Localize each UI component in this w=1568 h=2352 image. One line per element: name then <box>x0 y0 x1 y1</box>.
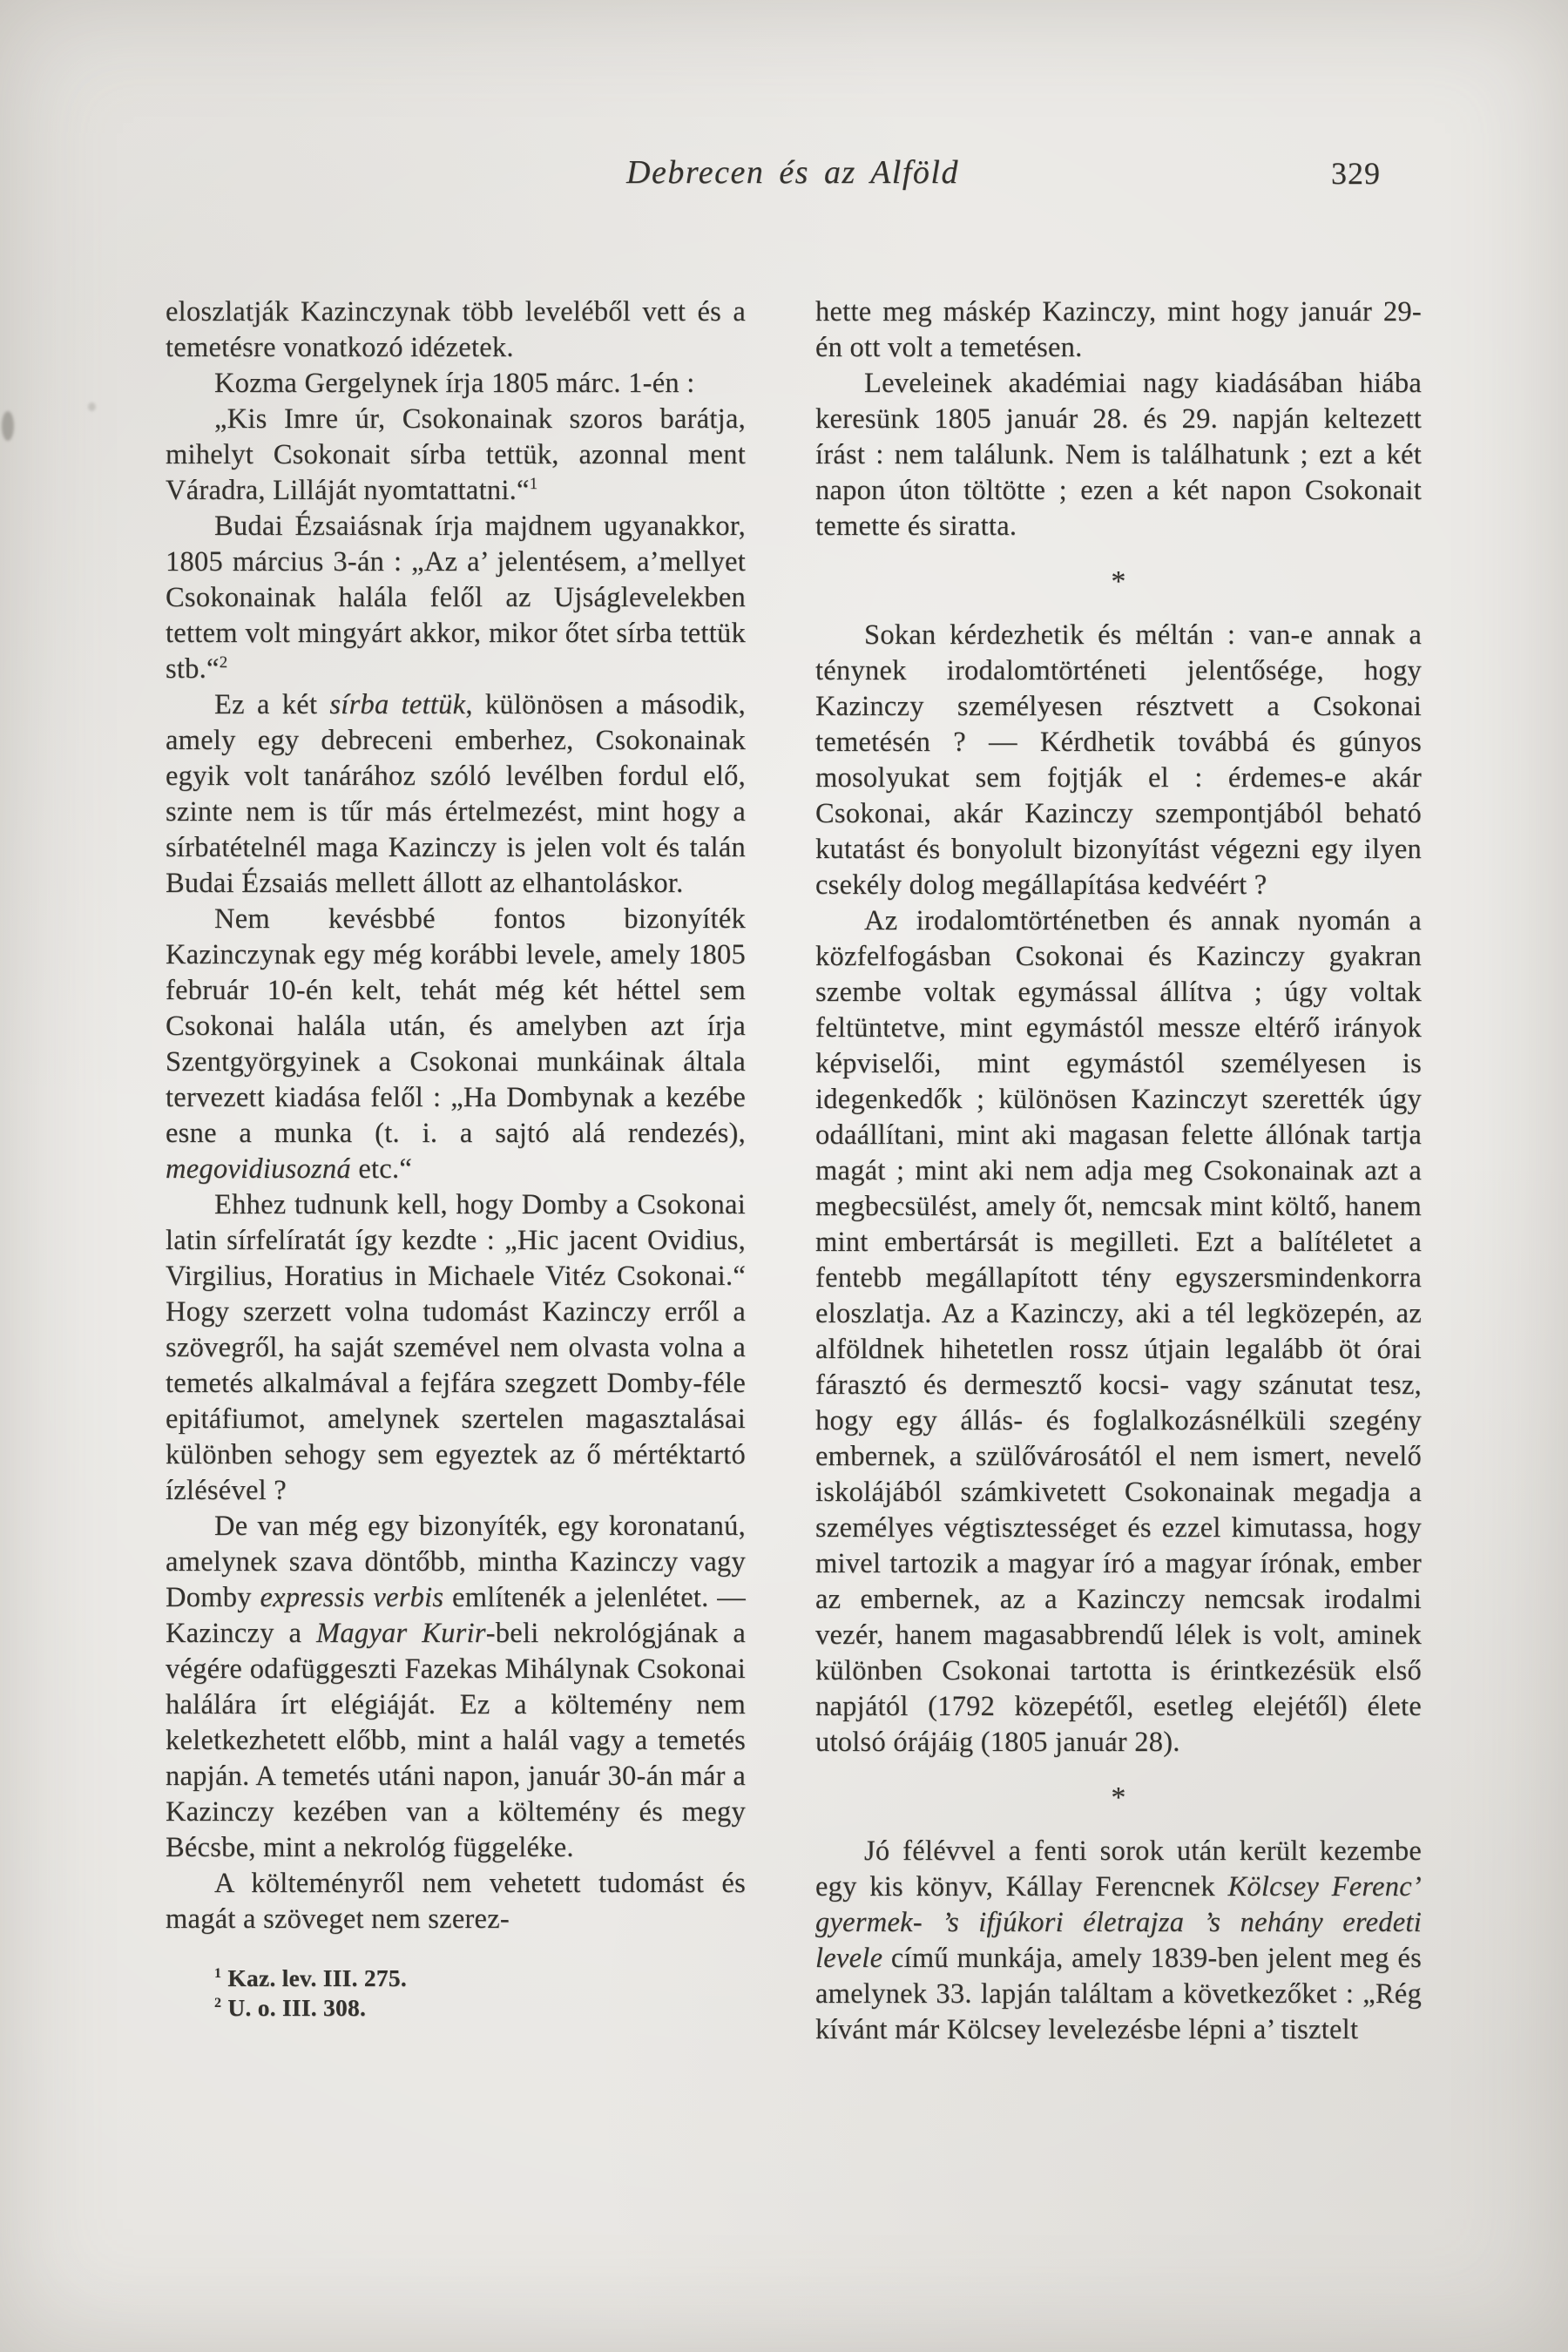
footnote-ref: 1 <box>214 1965 222 1981</box>
italic-text-run: megovidiusozná <box>166 1153 351 1185</box>
paragraph <box>166 1187 746 1509</box>
paragraph <box>815 1834 1422 2048</box>
text-run: Nem kevésbbé fontos bizonyíték Kazinczynak egy még korábbi levele, amely 1805 február 10-én kelt, tehát még két héttel sem Csokonai halála után, és amelyben azt írja Szentgyörgyinek a Csokonai munkáinak általa tervezett kiadása felől : „Ha Dombynak a kezébe esne a munka (t. i. a sajtó alá rendezés), <box>166 903 746 1149</box>
paragraph <box>815 618 1422 903</box>
text-run: A költeményről nem vehetett tudomást és magát a szöveget nem szerez- <box>166 1868 746 1935</box>
paragraph <box>214 1993 746 2023</box>
italic-text-run: Magyar Kurir <box>316 1618 486 1649</box>
footnote-ref: 2 <box>214 1995 222 2011</box>
text-run: eloszlatják Kazinczynak több leveléből vett és a temetésre vonatkozó idézetek. <box>166 296 746 363</box>
paragraph <box>166 1866 746 1937</box>
running-header-title: Debrecen és az Alföld <box>626 154 959 191</box>
right-column <box>815 294 1422 2048</box>
paragraph <box>166 902 746 1187</box>
text-run: Kozma Gergelynek írja 1805 márc. 1-én : <box>214 368 695 399</box>
paragraph <box>166 687 746 902</box>
paragraph <box>166 402 746 509</box>
page-number: 329 <box>1331 156 1381 191</box>
text-run: említenék a jelenlétet. — Kazinczy a <box>166 1582 747 1649</box>
text-run: Ez a két <box>214 689 330 720</box>
footnote-ref: 2 <box>219 653 228 672</box>
left-column-text <box>166 294 746 1937</box>
text-run: Az irodalomtörténetben és annak nyomán a közfelfogásban Csokonai és Kazinczy gyakran szembe voltak egymással állítva ; úgy voltak feltüntetve, mint egymástól messze eltérő irányok képviselői, mint egymástól személyesen is idegenkedők ; különösen Kazinczyt szerették úgy odaállítani, mint aki magasan felette állónak tartja magát ; mint aki nem adja meg Csokonainak azt a megbecsülést, amely őt, nemcsak mint költő, hanem mint embertársát is megilleti. Ezt a balítéletet a fentebb megállapított tény egyszersmindenkorra eloszlatja. Az a Kazinczy, aki a tél legközepén, az alföldnek hihetetlen rossz útjain legalább öt órai fárasztó és dermesztő kocsi- vagy szánutat tesz, hogy egy állás- és foglalkozásnélküli szegény embernek, a szülővárosától el nem ismert, nevelő iskolájából számkivetett Csokonainak megadja a személyes végtisztességet és ezzel kimutassa, hogy mivel tartozik a magyar író a magyar írónak, ember az embernek, az a Kazinczy nemcsak irodalmi vezér, hanem magasabbrendű lélek is volt, aminek különben Csokonai tartotta is érintkezésük első napjától (1792 közepétől, esetleg elejétől) élete utolsó órájáig (1805 január 28). <box>815 905 1422 1758</box>
text-run: hette meg máskép Kazinczy, mint hogy január 29-én ott volt a temetésen. <box>815 296 1422 363</box>
right-column-text <box>815 294 1422 2048</box>
section-separator-asterisk: * <box>1111 1781 1126 1814</box>
text-run: című munkája, amely 1839-ben jelent meg és amelynek 33. lapján találtam a következőket : „Rég kívánt már Kölcsey levelezésbe lépni a’ tisztelt <box>815 1943 1422 2045</box>
text-run: Ehhez tudnunk kell, hogy Domby a Csokonai latin sírfelíratát így kezdte : „Hic jacent Ovidius, Virgilius, Horatius in Michaele Vitéz Csokonai.“ Hogy szerzett volna tudomást Kazinczy erről a szövegről, ha saját szemével nem olvasta volna a temetés alkalmával a fejfára szegzett Domby-féle epitáfiumot, amelynek szertelen magasztalásai különben sehogy sem egyeztek az ő mértéktartó ízlésével ? <box>166 1189 746 1506</box>
text-run: Budai Ézsaiásnak írja majdnem ugyanakkor, 1805 március 3-án : „Az a’ jelentésem, a’mellyet Csokonainak halála felől az Ujságlevelekben tettem volt mingyárt akkor, mikor őtet sírba tettük stb.“ <box>166 510 746 685</box>
text-run: Sokan kérdezhetik és méltán : van-e annak a ténynek irodalomtörténeti jelentősége, hogy Kazinczy személyesen résztvett a Csokonai temetésén ? — Kérdhetik továbbá és gúnyos mosolyukat sem fojtják el : érdemes-e akár Csokonai, akár Kazinczy szempontjából beható kutatást és bonyolult bizonyítást végezni egy ilyen csekély dolog megállapítása kedvéért ? <box>815 619 1422 901</box>
italic-text-run: Kölcsey Ferenc’ gyermek- ’s ifjúkori életrajza ’s nehány eredeti levele <box>815 1871 1422 1974</box>
text-run: De van még egy bizonyíték, egy koronatanú, amelynek szava döntőbb, mintha Kazinczy vagy Domby <box>166 1511 746 1613</box>
text-run: , különösen a második, amely egy debreceni emberhez, Csokonainak egyik volt tanárához szóló levélben fordul elő, szinte nem is tűr más értelmezést, mint hogy a sírbatételnél maga Kazinczy is jelen volt és talán Budai Ézsaiás mellett állott az elhantoláskor. <box>166 689 746 899</box>
footnote-ref: 1 <box>529 475 538 494</box>
paragraph <box>815 903 1422 1761</box>
scan-artifact <box>88 402 96 411</box>
section-separator-asterisk: * <box>1111 564 1126 598</box>
italic-text-run: sírba tettük <box>329 689 466 720</box>
text-run: Leveleinek akadémiai nagy kiadásában hiába keresünk 1805 január 28. és 29. napján keltezett írást : nem találunk. Nem is találhatunk ; ezt a két napon úton töltötte ; ezen a két napon Csokonait temette és siratta. <box>815 368 1422 542</box>
text-run: U. o. III. 308. <box>221 1994 367 2021</box>
left-column <box>166 294 746 2023</box>
text-run: „Kis Imre úr, Csokonainak szoros barátja, mihelyt Csokonait sírba tettük, azonnal ment Váradra, Lilláját nyomtattatni.“ <box>166 403 746 506</box>
paragraph <box>815 366 1422 544</box>
text-run: Kaz. lev. III. 275. <box>221 1964 407 1991</box>
paragraph <box>166 1509 746 1866</box>
paragraph <box>166 366 746 402</box>
paragraph <box>166 509 746 687</box>
text-run: -beli nekrológjának a végére odafüggeszti Fazekas Mihálynak Csokonai halálára írt elégiáját. Ez a költemény nem keletkezhetett előbb, mint a halál vagy a temetés napján. A temetés utáni napon, január 30-án már a Kazinczy kezében van a költemény és megy Bécsbe, mint a nekrológ függeléke. <box>166 1618 746 1863</box>
paragraph <box>815 294 1422 366</box>
text-run: Jó félévvel a fenti sorok után került kezembe egy kis könyv, Kállay Ferencnek <box>815 1835 1422 1903</box>
footnotes <box>166 1963 746 2023</box>
scan-artifact <box>2 411 14 441</box>
paragraph <box>214 1963 746 1993</box>
paragraph <box>166 294 746 366</box>
italic-text-run: expressis verbis <box>260 1582 444 1613</box>
text-run: etc.“ <box>350 1153 412 1185</box>
